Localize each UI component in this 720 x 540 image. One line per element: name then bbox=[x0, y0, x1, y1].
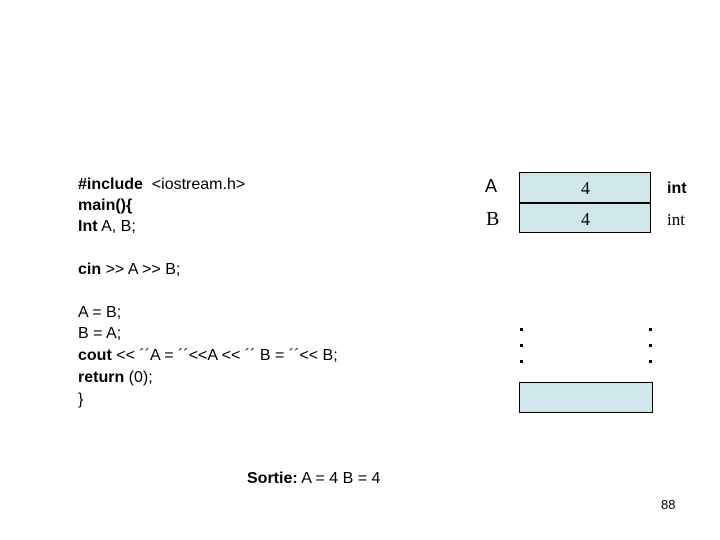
type-label-b: int bbox=[667, 210, 685, 229]
page-number: 88 bbox=[661, 497, 676, 512]
program-output bbox=[247, 470, 380, 488]
code-line-assign-b: B = A; bbox=[78, 325, 122, 342]
code-line-include bbox=[78, 174, 245, 195]
cin-keyword: cin bbox=[78, 261, 102, 278]
declaration-vars: A, B; bbox=[97, 218, 136, 235]
code-line-assign-a: A = B; bbox=[78, 304, 122, 321]
output-text: A = 4 B = 4 bbox=[297, 470, 381, 487]
code-line-main: main(){ bbox=[78, 197, 133, 214]
code-line-close-brace: } bbox=[78, 391, 84, 408]
output-label: Sortie: bbox=[247, 470, 298, 487]
include-keyword: #include bbox=[78, 176, 143, 193]
return-value: (0); bbox=[124, 369, 153, 386]
type-keyword: Int bbox=[78, 218, 98, 235]
code-line-cin bbox=[78, 259, 180, 280]
code-line-cout bbox=[78, 345, 338, 366]
return-keyword: return bbox=[78, 369, 125, 386]
memory-cell-empty bbox=[519, 382, 653, 413]
type-label-a: int bbox=[667, 180, 687, 197]
variable-name-a: A bbox=[485, 176, 498, 196]
code-line-declaration bbox=[78, 216, 136, 237]
cin-args: >> A >> B; bbox=[101, 261, 181, 278]
memory-value-b: 4 bbox=[581, 209, 590, 229]
code-line-return bbox=[78, 367, 153, 388]
memory-value-a: 4 bbox=[581, 178, 590, 198]
cout-keyword: cout bbox=[78, 347, 112, 364]
cout-args: << ´´A = ´´<<A << ´´ B = ´´<< B; bbox=[111, 347, 338, 364]
variable-name-b: B bbox=[486, 208, 500, 230]
include-file: <iostream.h> bbox=[151, 176, 246, 193]
